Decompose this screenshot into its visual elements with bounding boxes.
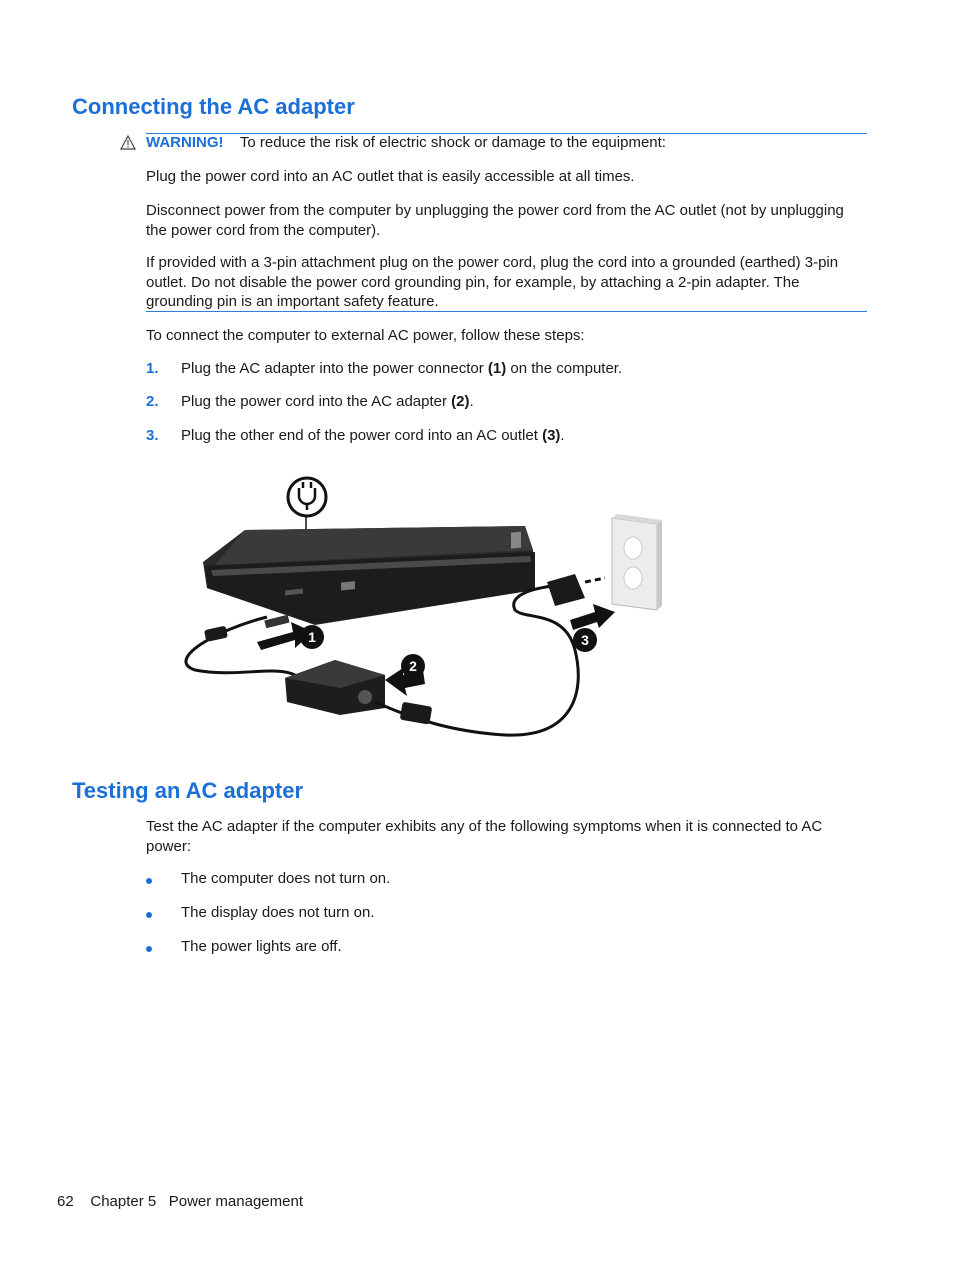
warning-line — [146, 133, 666, 153]
warning-bottom-rule — [146, 311, 867, 312]
ac-adapter-connection-illustration — [175, 470, 675, 745]
laptop-illustration — [203, 526, 535, 625]
warning-paragraph-2: Disconnect power from the computer by unplugging the power cord from the AC outlet (not by unplugging the power cord from the computer). — [146, 202, 844, 239]
callout-3 — [573, 628, 597, 652]
symptom-item-3: The power lights are off. — [181, 938, 342, 955]
steps-intro: To connect the computer to external AC power, follow these steps: — [146, 327, 585, 344]
symptom-item-1: The computer does not turn on. — [181, 870, 391, 887]
warning-triangle-icon — [120, 135, 136, 150]
section-heading-connecting: Connecting the AC adapter — [72, 94, 355, 119]
footer-chapter-title: Power management — [168, 1193, 303, 1210]
wall-outlet-illustration — [612, 514, 662, 610]
step-number-3: 3. — [146, 427, 159, 444]
bullet-icon — [146, 912, 152, 918]
bullet-icon — [146, 946, 152, 952]
svg-text:3: 3 — [581, 632, 589, 648]
ac-adapter-brick-illustration — [285, 660, 385, 715]
callout-1 — [300, 625, 324, 649]
step-text-1: Plug the AC adapter into the power connector (1) on the computer. — [181, 360, 623, 377]
page-number: 62 — [57, 1193, 74, 1210]
step-text-2: Plug the power cord into the AC adapter (2). — [181, 393, 474, 410]
warning-paragraph-3: If provided with a 3-pin attachment plug on the power cord, plug the cord into a grounded (earthed) 3-pin outlet. Do not disable the power cord grounding pin, for example, by attaching a 2-pin adapter. The grounding pin is an important safety feature. — [146, 254, 839, 310]
footer-chapter: Chapter 5 — [90, 1193, 157, 1210]
svg-text:1: 1 — [308, 629, 316, 645]
svg-text:2: 2 — [409, 658, 417, 674]
step-number-1: 1. — [146, 360, 159, 377]
testing-intro: Test the AC adapter if the computer exhibits any of the following symptoms when it is connected to AC power: — [146, 818, 823, 855]
warning-text: To reduce the risk of electric shock or damage to the equipment: — [239, 134, 666, 151]
bullet-icon — [146, 878, 152, 884]
page-footer — [57, 1193, 303, 1210]
symptom-item-2: The display does not turn on. — [181, 904, 375, 921]
warning-label: WARNING! — [146, 134, 224, 151]
warning-paragraph-1: Plug the power cord into an AC outlet that is easily accessible at all times. — [146, 168, 635, 185]
callout-2 — [401, 654, 425, 678]
step-number-2: 2. — [146, 393, 159, 410]
step-text-3: Plug the other end of the power cord into an AC outlet (3). — [181, 427, 565, 444]
section-heading-testing: Testing an AC adapter — [72, 778, 304, 803]
